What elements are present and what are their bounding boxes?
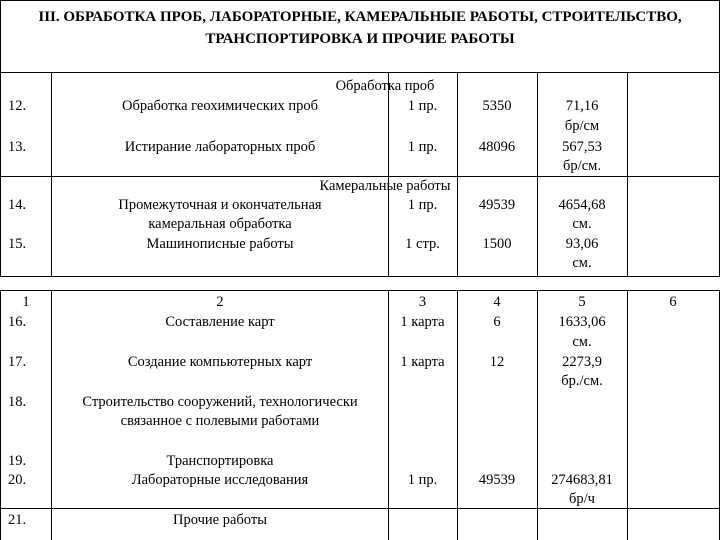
work-name: Истирание лабораторных проб — [124, 139, 316, 155]
quantity: 49539 — [478, 472, 516, 488]
unit: 1 стр. — [405, 236, 440, 252]
cost-unit: бр./см. — [561, 373, 603, 389]
work-name: Машинописные работы — [146, 236, 294, 252]
page-break-line — [0, 290, 720, 291]
quantity: 1500 — [482, 236, 512, 252]
work-name: Создание компьютерных карт — [127, 354, 313, 370]
table-border-left — [0, 290, 1, 540]
subsection-title: Камеральные работы — [319, 178, 451, 194]
unit: 1 карта — [400, 314, 445, 330]
row-number: 17. — [8, 354, 27, 370]
work-name-cont: связанное с полевыми работами — [120, 413, 320, 429]
column-divider — [627, 290, 628, 540]
quantity: 5350 — [482, 98, 512, 114]
unit: 1 пр. — [407, 197, 438, 213]
quantity: 48096 — [478, 139, 516, 155]
row-number: 16. — [8, 314, 27, 330]
row-number: 20. — [8, 472, 27, 488]
table-border-top — [0, 0, 720, 1]
cost-value: 567,53 — [562, 139, 602, 155]
work-name: Прочие работы — [173, 512, 267, 528]
unit: 1 пр. — [407, 98, 438, 114]
section-heading-line2: ТРАНСПОРТИРОВКА И ПРОЧИЕ РАБОТЫ — [205, 31, 515, 47]
row-number: 18. — [8, 394, 27, 410]
row-number: 12. — [8, 98, 27, 114]
cost-value: 93,06 — [565, 236, 599, 252]
page-break-line — [0, 276, 720, 277]
column-number: 4 — [493, 294, 501, 310]
cost-unit: см. — [572, 216, 592, 232]
row-number: 14. — [8, 197, 27, 213]
work-name: Транспортировка — [166, 453, 274, 469]
unit: 1 пр. — [407, 472, 438, 488]
column-number: 1 — [22, 294, 30, 310]
cost-unit: бр/см. — [563, 158, 601, 174]
work-name: Составление карт — [165, 314, 275, 330]
row-number: 21. — [8, 512, 27, 528]
cost-value: 274683,81 — [551, 472, 613, 488]
table-border-left — [0, 0, 1, 276]
row-number: 15. — [8, 236, 27, 252]
row-number: 19. — [8, 453, 27, 469]
column-divider — [627, 72, 628, 276]
subsection-title: Обработка проб — [335, 78, 435, 94]
work-name-cont: камеральная обработка — [148, 216, 292, 232]
cost-value: 2273,9 — [562, 354, 602, 370]
row-number: 13. — [8, 139, 27, 155]
column-number: 2 — [216, 294, 224, 310]
cost-unit: бр/ч — [569, 491, 595, 507]
column-number: 3 — [418, 294, 427, 310]
cost-unit: см. — [572, 255, 592, 271]
cost-value: 71,16 — [565, 98, 599, 114]
unit: 1 карта — [400, 354, 445, 370]
unit: 1 пр. — [407, 139, 438, 155]
cost-unit: бр/см — [564, 118, 600, 134]
cost-value: 4654,68 — [558, 197, 606, 213]
work-name: Лабораторные исследования — [131, 472, 309, 488]
section-heading-line1: III. ОБРАБОТКА ПРОБ, ЛАБОРАТОРНЫЕ, КАМЕРАЛЬНЫЕ РАБОТЫ, СТРОИТЕЛЬСТВО, — [38, 9, 682, 25]
cost-unit: см. — [572, 334, 592, 350]
work-name: Обработка геохимических проб — [121, 98, 319, 114]
column-number: 5 — [578, 294, 586, 310]
quantity: 6 — [493, 314, 501, 330]
work-name: Промежуточная и окончательная — [118, 197, 322, 213]
quantity: 49539 — [478, 197, 516, 213]
work-name: Строительство сооружений, технологически — [82, 394, 358, 410]
section-heading — [4, 6, 716, 50]
quantity: 12 — [489, 354, 505, 370]
cost-value: 1633,06 — [558, 314, 606, 330]
column-number: 6 — [669, 294, 677, 310]
header-divider — [0, 72, 720, 73]
